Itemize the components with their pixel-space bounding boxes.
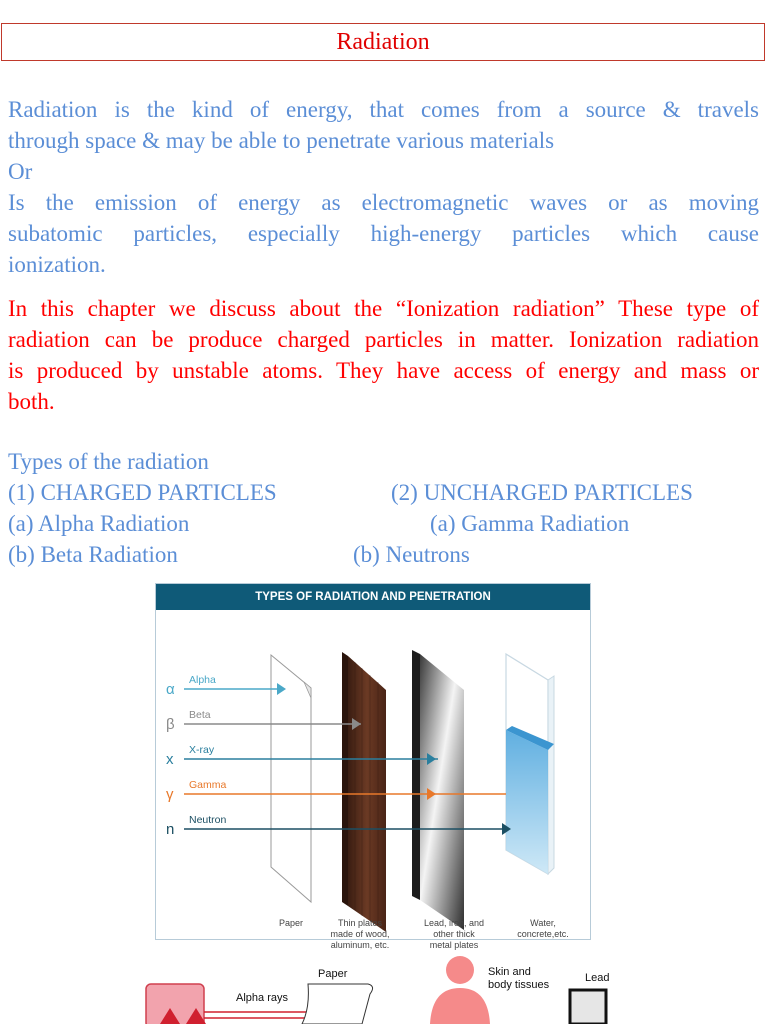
figure-title: TYPES OF RADIATION AND PENETRATION xyxy=(156,584,590,610)
skin-label: body tissues xyxy=(488,979,550,991)
caption-paper: Paper xyxy=(278,918,304,928)
ray-symbol: n xyxy=(166,821,175,838)
title-box xyxy=(1,23,765,61)
water-fill xyxy=(506,730,548,874)
human-head xyxy=(446,956,474,984)
uncharged-item: (b) Neutrons xyxy=(353,542,470,567)
uncharged-heading: (2) UNCHARGED PARTICLES xyxy=(391,480,693,505)
lead-block xyxy=(570,990,606,1024)
page-title: Radiation xyxy=(336,29,430,55)
caption-wood: Thin plates xyxy=(337,918,383,928)
ray-symbol: β xyxy=(166,716,175,733)
penetration-diagram xyxy=(156,610,590,950)
lead-plate xyxy=(420,654,464,930)
alpha-rays-label: Alpha rays xyxy=(236,992,288,1004)
ray-symbol: x xyxy=(166,751,174,768)
ray-label: Neutron xyxy=(189,814,227,826)
definition-line: through space & may be able to penetrate various materials xyxy=(8,128,555,153)
charged-heading: (1) CHARGED PARTICLES xyxy=(8,480,277,505)
ray-label: Gamma xyxy=(189,779,227,791)
caption-lead: Lead, iron, and xyxy=(423,918,485,928)
caption-wood: aluminum, etc. xyxy=(330,940,390,950)
human-body xyxy=(430,988,490,1024)
charged-item: (a) Alpha Radiation xyxy=(8,511,190,536)
body-penetration-figure xyxy=(140,952,640,1024)
lead-label: Lead xyxy=(585,972,610,984)
penetration-figure xyxy=(155,583,591,950)
ray-label: Alpha xyxy=(189,674,216,686)
lead-plate-side xyxy=(412,650,420,900)
chapter-note-line: radiation can be produce charged particles in matter. Ionization radiation xyxy=(8,327,759,352)
charged-item: (b) Beta Radiation xyxy=(8,542,178,567)
caption-water: Water, xyxy=(530,918,556,928)
caption-lead: other thick xyxy=(433,929,475,939)
types-heading: Types of the radiation xyxy=(8,449,209,474)
definition-line: ionization. xyxy=(8,252,106,277)
chapter-note-paragraph xyxy=(8,293,759,417)
ray-symbol: α xyxy=(166,681,175,698)
chapter-note-line: In this chapter we discuss about the “Ionization radiation” These type of xyxy=(8,296,759,321)
skin-label: Skin and xyxy=(488,966,531,978)
uncharged-item: (a) Gamma Radiation xyxy=(430,511,630,536)
definition-paragraph xyxy=(8,94,759,280)
caption-lead: metal plates xyxy=(429,940,479,950)
definition-line: Is the emission of energy as electromagnetic waves or as moving xyxy=(8,190,759,215)
ray-symbol: γ xyxy=(166,786,174,803)
water-tank-side xyxy=(548,676,554,874)
paper-scroll xyxy=(302,984,373,1024)
chapter-note-line: both. xyxy=(8,389,55,414)
definition-or: Or xyxy=(8,159,33,184)
caption-wood: made of wood, xyxy=(330,929,390,939)
wood-plate-side xyxy=(342,652,348,906)
paper-label: Paper xyxy=(318,968,348,980)
definition-line: subatomic particles, especially high-energy particles which cause xyxy=(8,221,759,246)
ray-label: X-ray xyxy=(189,744,215,756)
caption-water: concrete,etc. xyxy=(517,929,569,939)
definition-line: Radiation is the kind of energy, that comes from a source & travels xyxy=(8,97,759,122)
chapter-note-line: is produced by unstable atoms. They have access of energy and mass or xyxy=(8,358,759,383)
ray-label: Beta xyxy=(189,709,211,721)
